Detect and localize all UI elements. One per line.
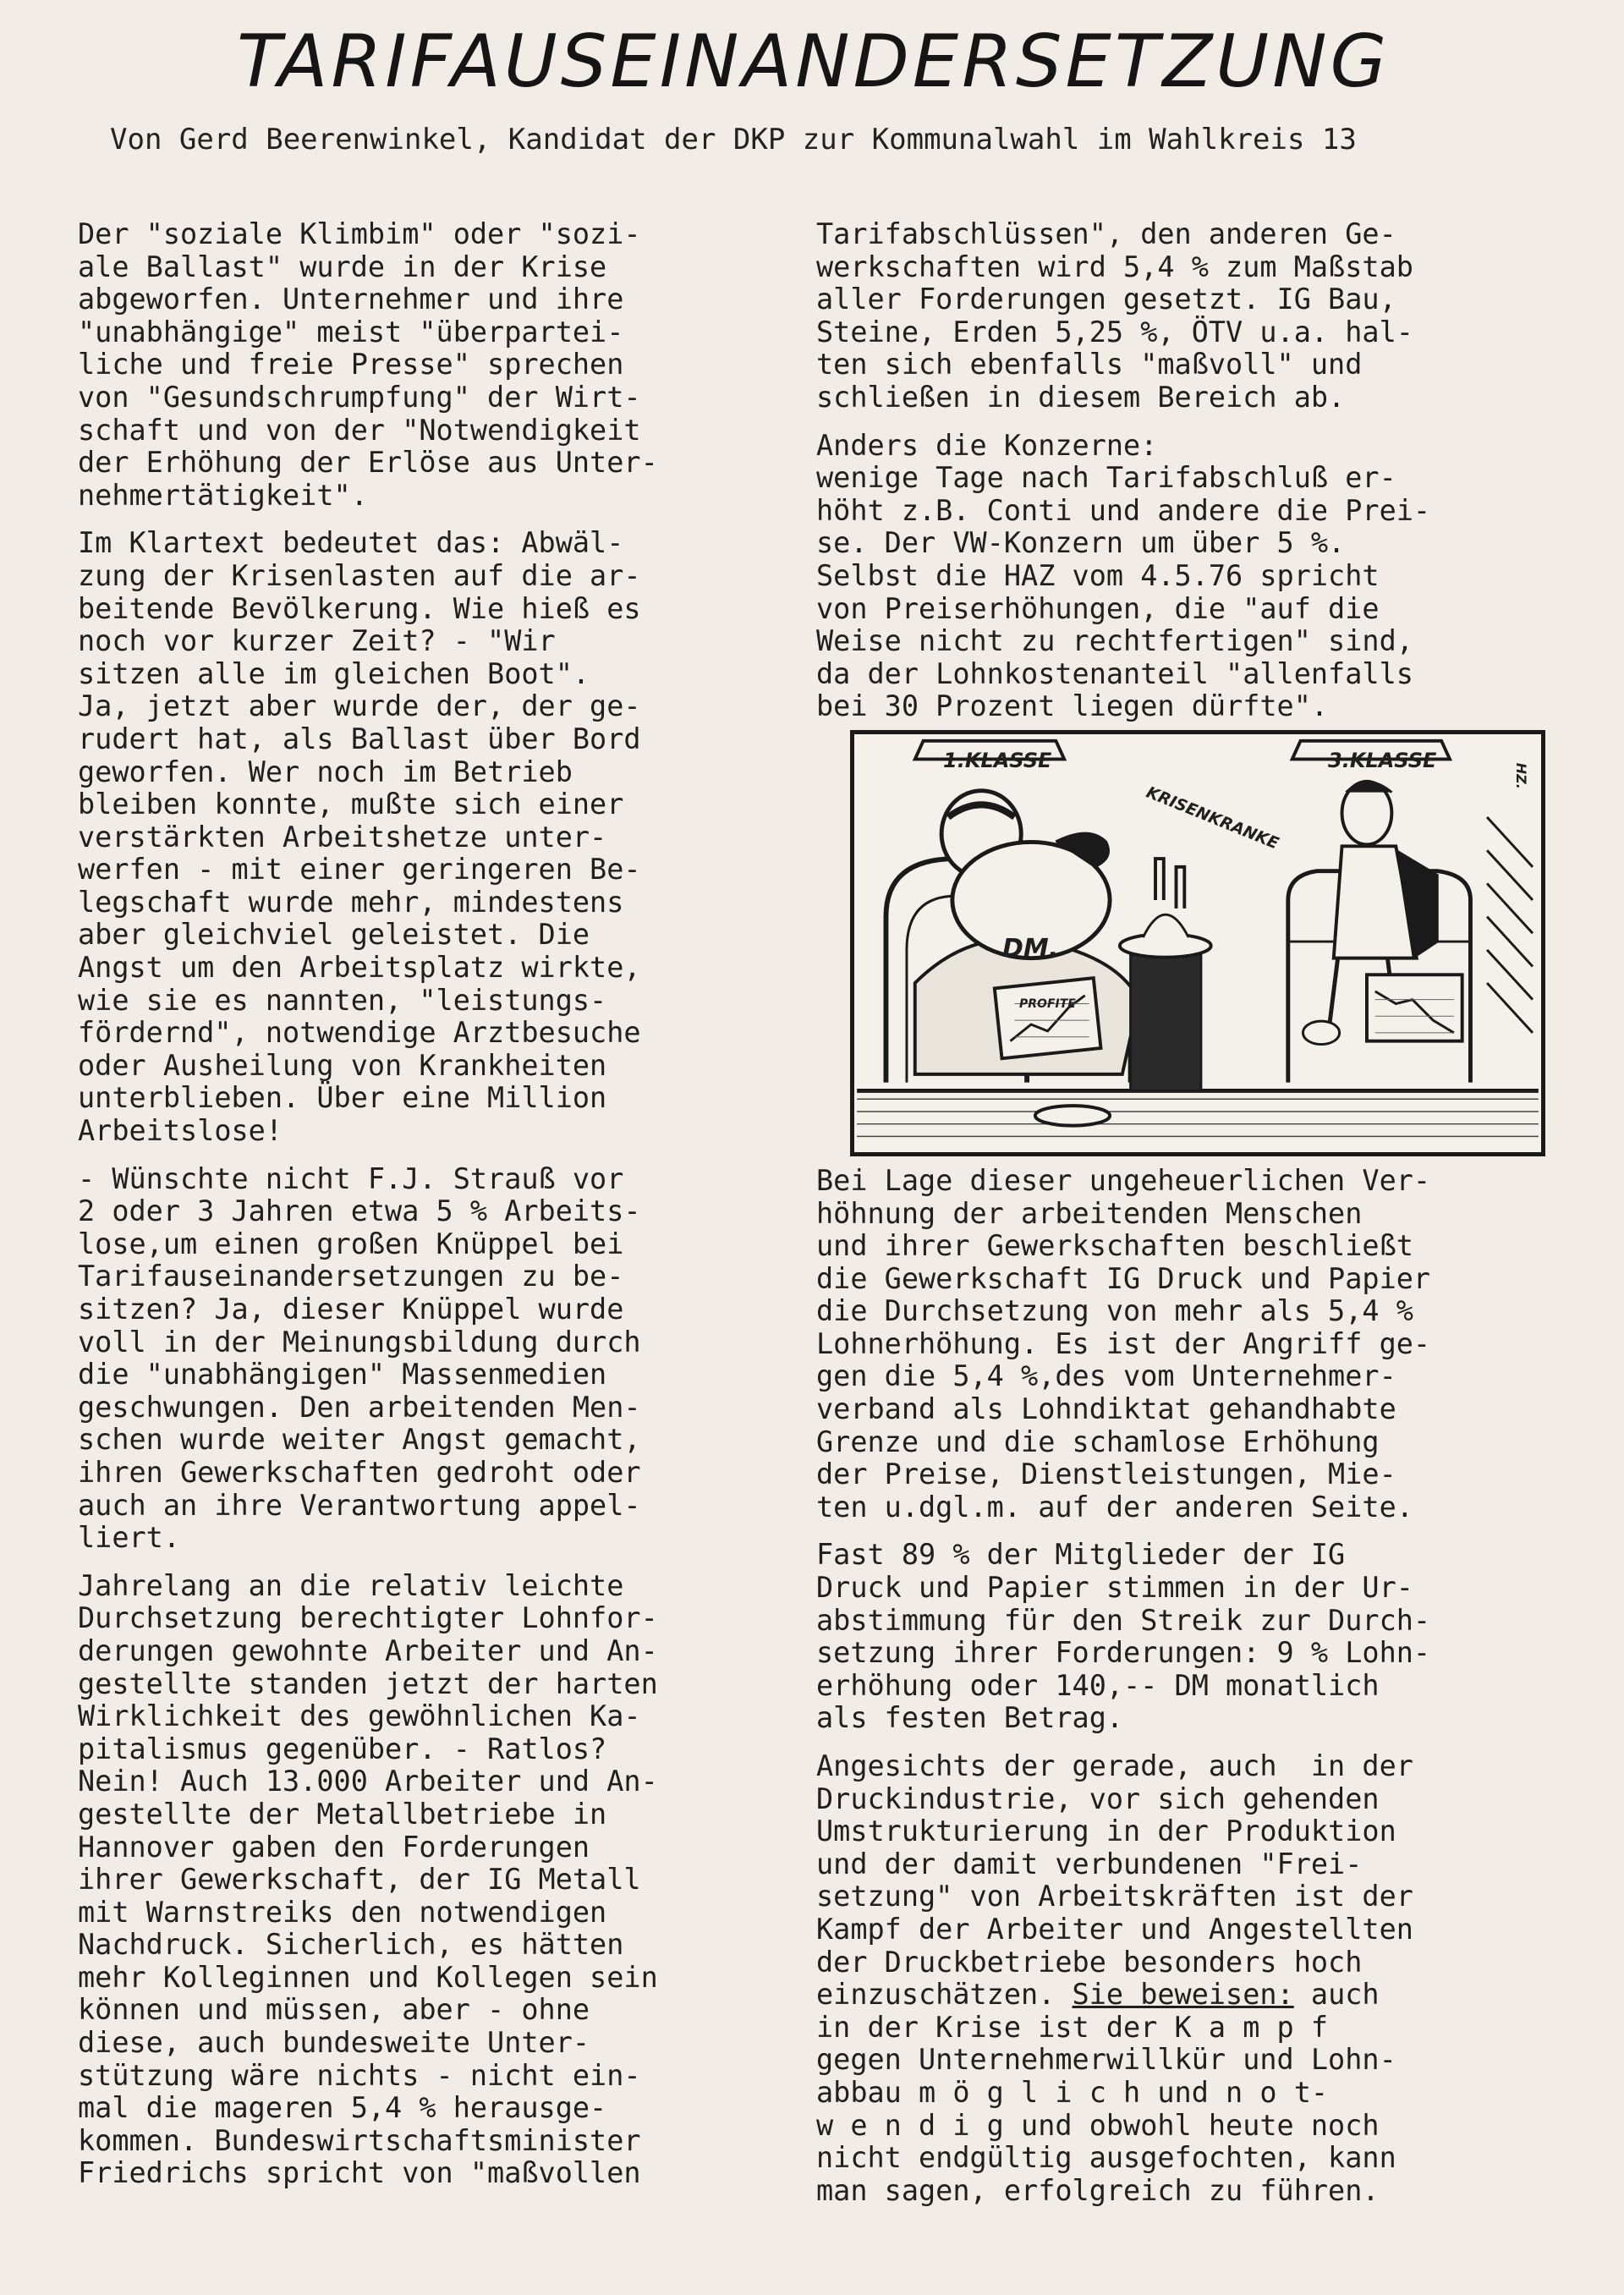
- right-column: [816, 218, 1544, 2222]
- paragraph: Fast 89 % der Mitglieder der IG Druck und Papier stimmen in der Ur- abstimmung für den Streik zur Durch- setzung ihrer Forderungen: 9 % Lohn- erhöhung oder 140,-- DM monatlich als festen Betrag.: [816, 1538, 1431, 1735]
- paragraph: Tarifabschlüssen", den anderen Ge- werkschaften wird 5,4 % zum Maßstab aller Forderungen gesetzt. IG Bau, Steine, Erden 5,25 %, ÖTV u.a. hal- ten sich ebenfalls "maßvoll" und schließen in diesem Bereich ab.: [816, 217, 1413, 414]
- paragraph: Bei Lage dieser ungeheuerlichen Ver- höhnung der arbeitenden Menschen und ihrer Gewerkschaften beschließt die Gewerkschaft IG Druck und Papier die Durchsetzung von mehr als 5,4 % Lohnerhöhung. Es ist der Angriff ge- gen die 5,4 %,des vom Unternehmer- verband als Lohndiktat gehandhabte Grenze und die schamlose Erhöhung der Preise, Dienstleistungen, Mie- ten u.dgl.m. auf der anderen Seite.: [816, 1163, 1431, 1524]
- paragraph: Anders die Konzerne: wenige Tage nach Tarifabschluß er- höht z.B. Conti und andere die Prei- se. Der VW-Konzern um über 5 %. Selbst die HAZ vom 4.5.76 spricht von Preiserhöhungen, die "auf die Weise nicht zu rechtfertigen" sind, da der Lohnkostenanteil "allenfalls bei 30 Prozent liegen dürfte".: [816, 428, 1431, 723]
- emphasis-text: Sie beweisen:: [1072, 1978, 1294, 2012]
- paragraph: [816, 1750, 1544, 2207]
- cartoon-first-class-label: 1.KLASSE: [943, 748, 1052, 772]
- cartoon-signature: HZ.: [1512, 762, 1529, 789]
- paragraph-text: auch in der Krise ist der K a m p f gegen Unternehmerwillkür und Lohn- abbau m ö g l i c h und n o t- w e n d i g und obwohl heute noch nicht endgültig ausgefochten, kann man sagen, erfolgreich zu führen.: [816, 1978, 1396, 2207]
- paragraph: Jahrelang an die relativ leichte Durchsetzung berechtigter Lohnfor- derungen gewohnte Arbeiter und An- gestellte standen jetzt der harten Wirklichkeit des gewöhnlichen Ka- pitalismus gegenüber. - Ratlos? Nein! Auch 13.000 Arbeiter und An- gestellte der Metallbetriebe in Hannover gaben den Forderungen ihrer Gewerkschaft, der IG Metall mit Warnstreiks den notwendigen Nachdruck. Sicherlich, es hätten mehr Kolleginnen und Kollegen sein können und müssen, aber - ohne diese, auch bundesweite Unter- stützung wäre nichts - nicht ein- mal die mageren 5,4 % herausge- kommen. Bundeswirtschaftsminister Friedrichs spricht von "maßvollen: [78, 1568, 658, 2190]
- paragraph: - Wünschte nicht F.J. Strauß vor 2 oder 3 Jahren etwa 5 % Arbeits- lose,um einen großen Knüppel bei Tarifauseinandersetzungen zu be- sitzen? Ja, dieser Knüppel wurde voll in der Meinungsbildung durch die "unabhängigen" Massenmedien geschwungen. Den arbeitenden Men- schen wurde weiter Angst gemacht, ihren Gewerkschaften gedroht oder auch an ihre Verantwortung appel- liert.: [78, 1161, 641, 1555]
- cartoon-sick-label: KRISENKRANKE: [1144, 782, 1281, 854]
- cartoon-profits-label: PROFITE: [1019, 997, 1076, 1011]
- paragraph-text: Angesichts der gerade, auch in der Druckindustrie, vor sich gehenden Umstrukturierung in der Produktion und der damit verbundenen "Frei- setzung" von Arbeitskräften ist der Kampf der Arbeiter und Angestellten der Druckbetriebe besonders hoch einzuschätzen.: [816, 1749, 1413, 2012]
- page-title: TARIFAUSEINANDERSETZUNG: [237, 19, 1391, 104]
- cartoon-third-class-label: 3.KLASSE: [1328, 748, 1437, 772]
- cartoon-money-label: DM.: [1002, 933, 1059, 964]
- paragraph: Der "soziale Klimbim" oder "sozi- ale Ballast" wurde in der Krise abgeworfen. Unternehmer und ihre "unabhängige" meist "überpartei- liche und freie Presse" sprechen von "Gesundschrumpfung" der Wirt- schaft und von der "Notwendigkeit der Erhöhung der Erlöse aus Unter- nehmertätigkeit".: [78, 217, 658, 512]
- paragraph: Im Klartext bedeutet das: Abwäl- zung der Krisenlasten auf die ar- beitende Bevölkerung. Wie hieß es noch vor kurzer Zeit? - "Wir sitzen alle im gleichen Boot". Ja, jetzt aber wurde der, der ge- rudert hat, als Ballast über Bord geworfen. Wer noch im Betrieb bleiben konnte, mußte sich einer verstärkten Arbeitshetze unter- werfen - mit einer geringeren Be- legschaft wurde mehr, mindestens aber gleichviel geleistet. Die Angst um den Arbeitsplatz wirkte, wie sie es nannten, "leistungs- fördernd", notwendige Arztbesuche oder Ausheilung von Krankheiten unterblieben. Über eine Million Arbeitslose!: [78, 526, 641, 1148]
- byline: Von Gerd Beerenwinkel, Kandidat der DKP zur Kommunalwahl im Wahlkreis 13: [110, 123, 1357, 156]
- cartoon-illustration: [850, 730, 1545, 1156]
- left-column: [78, 218, 788, 2205]
